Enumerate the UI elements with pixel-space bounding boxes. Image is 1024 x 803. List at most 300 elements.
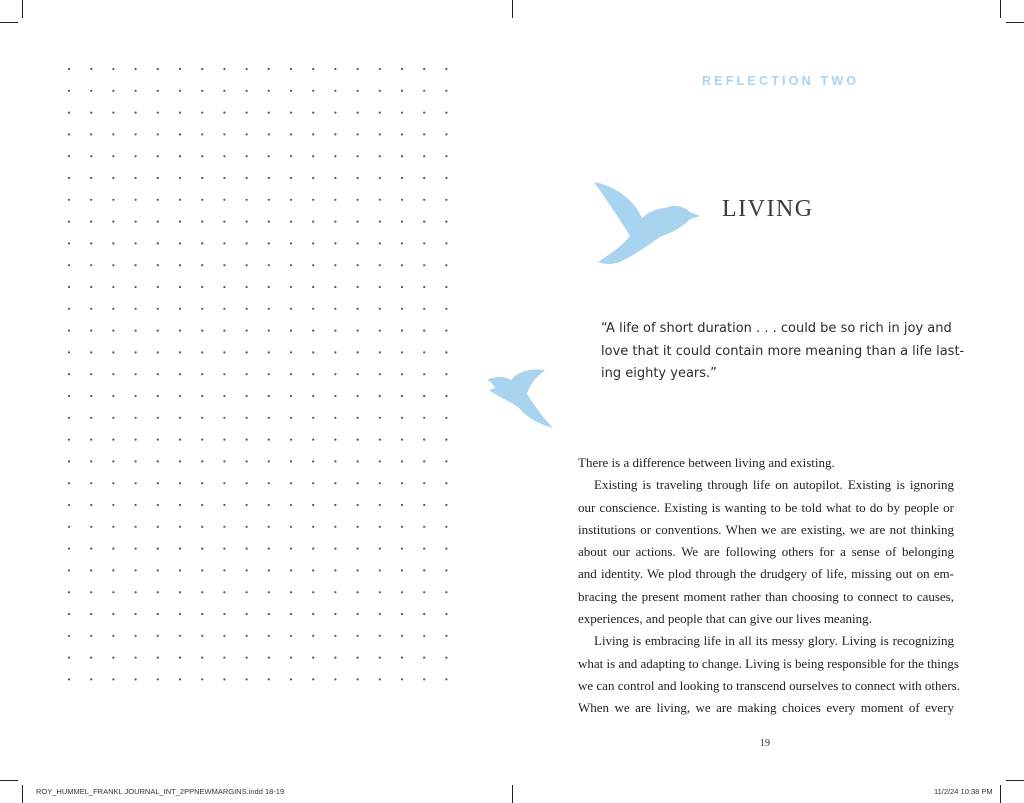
crop-mark [512,785,513,803]
grid-dot [201,613,203,615]
grid-dot [423,635,425,637]
grid-dot [246,395,248,397]
grid-dot [157,526,159,528]
grid-dot [223,591,225,593]
grid-dot [445,395,447,397]
grid-dot [357,264,359,266]
grid-dot [312,548,314,550]
grid-dot [135,68,137,70]
grid-dot [112,286,114,288]
grid-dot [401,613,403,615]
grid-dot [179,439,181,441]
grid-dot [157,504,159,506]
grid-dot [357,569,359,571]
grid-dot [135,373,137,375]
grid-dot [312,242,314,244]
body-line: There is a difference between living and existing. [578,455,835,470]
grid-dot [290,286,292,288]
grid-dot [334,264,336,266]
grid-dot [157,591,159,593]
grid-dot [379,417,381,419]
grid-dot [223,133,225,135]
grid-dot [379,526,381,528]
grid-dot [290,548,292,550]
grid-dot [268,526,270,528]
grid-dot [445,657,447,659]
grid-dot [223,286,225,288]
grid-dot [357,242,359,244]
grid-dot [357,482,359,484]
grid-dot [290,482,292,484]
grid-dot [112,395,114,397]
grid-dot [201,330,203,332]
grid-dot [246,177,248,179]
grid-dot [179,351,181,353]
grid-dot [157,264,159,266]
grid-dot [201,199,203,201]
grid-dot [90,330,92,332]
grid-dot [423,90,425,92]
grid-dot [401,199,403,201]
grid-dot [246,504,248,506]
grid-dot [112,635,114,637]
grid-dot [90,264,92,266]
grid-dot [223,90,225,92]
grid-dot [423,68,425,70]
grid-dot [112,199,114,201]
grid-dot [68,242,70,244]
grid-dot [268,221,270,223]
grid-dot [357,417,359,419]
grid-dot [423,264,425,266]
grid-dot [334,439,336,441]
grid-dot [334,613,336,615]
grid-dot [246,221,248,223]
grid-dot [357,548,359,550]
grid-dot [312,591,314,593]
grid-dot [157,330,159,332]
grid-dot [379,155,381,157]
grid-dot [312,221,314,223]
grid-dot [423,177,425,179]
grid-dot [90,678,92,680]
grid-dot [379,613,381,615]
grid-dot [312,613,314,615]
grid-dot [246,68,248,70]
grid-dot [179,635,181,637]
grid-dot [90,133,92,135]
grid-dot [68,548,70,550]
grid-dot [312,373,314,375]
grid-dot [357,526,359,528]
grid-dot [401,133,403,135]
grid-dot [112,177,114,179]
grid-dot [157,199,159,201]
grid-dot [112,613,114,615]
grid-dot [223,526,225,528]
grid-dot [112,308,114,310]
grid-dot [179,308,181,310]
grid-dot [201,591,203,593]
grid-dot [423,569,425,571]
grid-dot [268,635,270,637]
grid-dot [334,678,336,680]
grid-dot [201,439,203,441]
left-page [0,0,512,780]
grid-dot [68,657,70,659]
crop-mark [22,785,23,803]
grid-dot [157,439,159,441]
grid-dot [157,373,159,375]
body-line: Living is embracing life in all its messy glory. Living is recognizing [594,633,954,649]
grid-dot [223,504,225,506]
grid-dot [357,177,359,179]
body-line: about our actions. We are following others for a sense of belonging [578,544,954,560]
grid-dot [268,395,270,397]
grid-dot [68,221,70,223]
grid-dot [201,242,203,244]
grid-dot [423,242,425,244]
grid-dot [423,417,425,419]
grid-dot [201,569,203,571]
grid-dot [90,373,92,375]
grid-dot [290,199,292,201]
grid-dot [423,155,425,157]
grid-dot [423,591,425,593]
grid-dot [379,504,381,506]
grid-dot [379,308,381,310]
grid-dot [179,678,181,680]
grid-dot [90,308,92,310]
grid-dot [357,657,359,659]
grid-dot [401,395,403,397]
grid-dot [423,351,425,353]
quote-line: love that it could contain more meaning than a life last- [601,343,965,359]
grid-dot [246,90,248,92]
grid-dot [112,133,114,135]
grid-dot [268,548,270,550]
grid-dot [401,548,403,550]
grid-dot [312,526,314,528]
body-line: Existing is traveling through life on autopilot. Existing is ignoring [594,477,954,493]
grid-dot [112,569,114,571]
grid-dot [445,286,447,288]
grid-dot [68,308,70,310]
grid-dot [201,286,203,288]
body-line: experiences, and people that can give our lives meaning. [578,611,872,627]
grid-dot [157,417,159,419]
grid-dot [112,678,114,680]
grid-dot [379,482,381,484]
grid-dot [112,242,114,244]
grid-dot [201,264,203,266]
grid-dot [246,351,248,353]
grid-dot [135,351,137,353]
grid-dot [379,112,381,114]
grid-dot [290,177,292,179]
grid-dot [68,330,70,332]
grid-dot [401,286,403,288]
grid-dot [312,68,314,70]
grid-dot [445,504,447,506]
grid-dot [157,155,159,157]
grid-dot [223,155,225,157]
grid-dot [268,155,270,157]
grid-dot [379,395,381,397]
grid-dot [157,308,159,310]
grid-dot [445,177,447,179]
grid-dot [135,678,137,680]
grid-dot [401,264,403,266]
grid-dot [179,373,181,375]
grid-dot [157,221,159,223]
page-title: LIVING [722,196,814,222]
grid-dot [112,90,114,92]
grid-dot [90,482,92,484]
grid-dot [357,133,359,135]
grid-dot [112,68,114,70]
grid-dot [379,460,381,462]
grid-dot [112,264,114,266]
grid-dot [223,635,225,637]
grid-dot [112,460,114,462]
grid-dot [157,657,159,659]
grid-dot [135,155,137,157]
grid-dot [90,351,92,353]
grid-dot [379,439,381,441]
grid-dot [290,133,292,135]
bird-small-icon [485,364,557,430]
grid-dot [68,68,70,70]
grid-dot [379,330,381,332]
grid-dot [157,460,159,462]
grid-dot [379,373,381,375]
grid-dot [401,526,403,528]
grid-dot [290,417,292,419]
grid-dot [223,221,225,223]
grid-dot [334,90,336,92]
grid-dot [401,635,403,637]
grid-dot [268,264,270,266]
grid-dot [445,199,447,201]
grid-dot [290,678,292,680]
grid-dot [68,613,70,615]
grid-dot [68,504,70,506]
grid-dot [112,548,114,550]
grid-dot [246,460,248,462]
grid-dot [379,591,381,593]
grid-dot [201,177,203,179]
grid-dot [68,351,70,353]
grid-dot [135,112,137,114]
grid-dot [246,199,248,201]
grid-dot [135,569,137,571]
grid-dot [201,526,203,528]
grid-dot [246,591,248,593]
body-line: and identity. We plod through the drudgery of life, missing out on em- [578,566,954,582]
grid-dot [357,373,359,375]
grid-dot [357,460,359,462]
grid-dot [223,68,225,70]
grid-dot [290,657,292,659]
grid-dot [312,112,314,114]
grid-dot [401,330,403,332]
grid-dot [179,242,181,244]
grid-dot [290,504,292,506]
body-text [578,452,960,720]
grid-dot [445,221,447,223]
grid-dot [246,330,248,332]
grid-dot [357,199,359,201]
grid-dot [445,635,447,637]
grid-dot [268,482,270,484]
grid-dot [157,90,159,92]
grid-dot [290,395,292,397]
grid-dot [268,177,270,179]
grid-dot [201,678,203,680]
grid-dot [423,286,425,288]
grid-dot [90,395,92,397]
grid-dot [357,504,359,506]
grid-dot [290,591,292,593]
grid-dot [334,133,336,135]
grid-dot [290,635,292,637]
grid-dot [268,199,270,201]
grid-dot [334,242,336,244]
grid-dot [312,177,314,179]
grid-dot [334,308,336,310]
grid-dot [68,264,70,266]
grid-dot [112,112,114,114]
grid-dot [312,635,314,637]
grid-dot [268,613,270,615]
grid-dot [223,482,225,484]
grid-dot [334,68,336,70]
grid-dot [312,395,314,397]
grid-dot [246,526,248,528]
grid-dot [90,526,92,528]
grid-dot [445,308,447,310]
grid-dot [290,439,292,441]
grid-dot [445,482,447,484]
grid-dot [312,439,314,441]
grid-dot [223,308,225,310]
grid-dot [357,112,359,114]
grid-dot [112,373,114,375]
grid-dot [379,548,381,550]
grid-dot [334,635,336,637]
grid-dot [90,112,92,114]
grid-dot [423,373,425,375]
grid-dot [68,569,70,571]
grid-dot [312,351,314,353]
grid-dot [290,526,292,528]
grid-dot [357,90,359,92]
quote-line: ing eighty years.” [601,366,717,381]
grid-dot [379,635,381,637]
grid-dot [445,613,447,615]
grid-dot [223,330,225,332]
grid-dot [179,613,181,615]
grid-dot [312,133,314,135]
grid-dot [246,133,248,135]
grid-dot [179,286,181,288]
grid-dot [357,351,359,353]
grid-dot [90,504,92,506]
grid-dot [157,395,159,397]
grid-dot [246,373,248,375]
grid-dot [246,155,248,157]
grid-dot [223,199,225,201]
grid-dot [290,242,292,244]
grid-dot [445,460,447,462]
grid-dot [112,482,114,484]
grid-dot [401,417,403,419]
grid-dot [179,395,181,397]
grid-dot [246,308,248,310]
grid-dot [334,591,336,593]
grid-dot [157,286,159,288]
grid-dot [112,351,114,353]
grid-dot [423,112,425,114]
grid-dot [268,330,270,332]
grid-dot [223,242,225,244]
grid-dot [135,439,137,441]
grid-dot [68,90,70,92]
grid-dot [379,177,381,179]
grid-dot [312,330,314,332]
grid-dot [268,417,270,419]
grid-dot [157,351,159,353]
grid-dot [357,635,359,637]
grid-dot [179,417,181,419]
grid-dot [379,68,381,70]
grid-dot [334,460,336,462]
section-label: REFLECTION TWO [702,74,860,88]
grid-dot [179,330,181,332]
grid-dot [90,613,92,615]
grid-dot [423,548,425,550]
grid-dot [68,482,70,484]
grid-dot [201,133,203,135]
grid-dot [290,90,292,92]
grid-dot [223,112,225,114]
grid-dot [268,90,270,92]
grid-dot [201,395,203,397]
grid-dot [445,373,447,375]
grid-dot [112,526,114,528]
grid-dot [201,417,203,419]
grid-dot [423,526,425,528]
grid-dot [423,678,425,680]
grid-dot [112,155,114,157]
grid-dot [201,351,203,353]
grid-dot [223,439,225,441]
grid-dot [135,613,137,615]
grid-dot [135,657,137,659]
grid-dot [68,112,70,114]
grid-dot [401,504,403,506]
grid-dot [179,526,181,528]
grid-dot [179,112,181,114]
grid-dot [90,286,92,288]
grid-dot [179,68,181,70]
grid-dot [290,569,292,571]
grid-dot [135,264,137,266]
grid-dot [401,373,403,375]
grid-dot [379,657,381,659]
grid-dot [68,635,70,637]
